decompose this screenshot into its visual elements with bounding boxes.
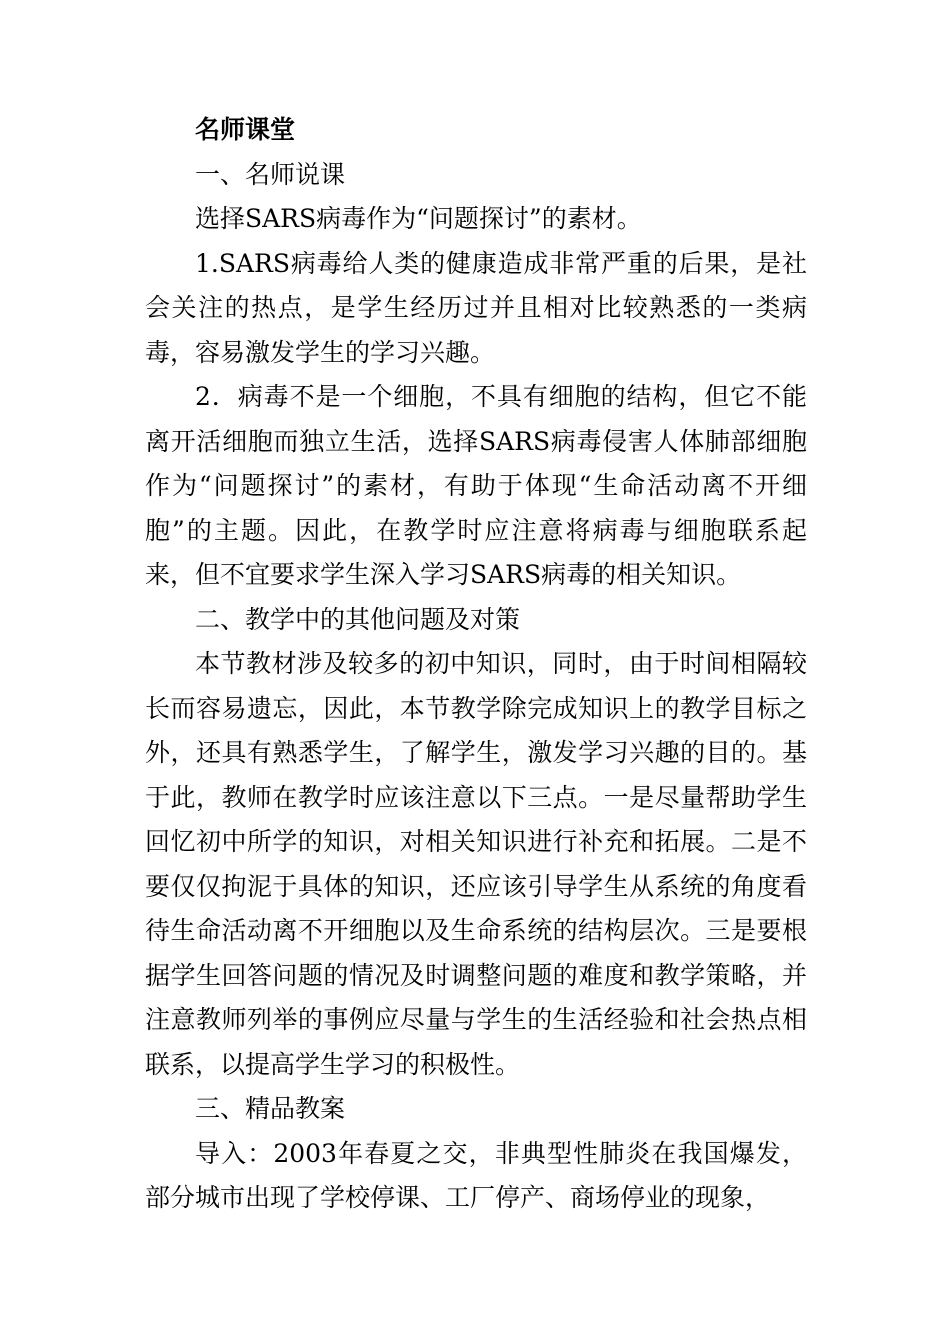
paragraph-intro: 选择SARS病毒作为“问题探讨”的素材。 (195, 204, 642, 233)
paragraph-point-1: 1.SARS病毒给人类的健康造成非常严重的后果，是社会关注的热点，是学生经历过并且相对比较熟悉的一类病毒，容易激发学生的学习兴趣。 (145, 248, 807, 367)
section-heading-lesson-plan: 三、精品教案 (195, 1094, 346, 1123)
paragraph-strategies: 本节教材涉及较多的初中知识，同时，由于时间相隔较长而容易遗忘，因此，本节教学除完成知识上的教学目标之外，还具有熟悉学生，了解学生，激发学习兴趣的目的。基于此，教师在教学时应该注意以下三点。一是尽量帮助学生回忆初中所学的知识，对相关知识进行补充和拓展。二是不要仅仅拘泥于具体的知识，还应该引导学生从系统的角度看待生命活动离不开细胞以及生命系统的结构层次。三是要根据学生回答问题的情况及时调整问题的难度和教学策略，并注意教师列举的事例应尽量与学生的生活经验和社会热点相联系，以提高学生学习的积极性。 (145, 649, 807, 1079)
section-heading-problems: 二、教学中的其他问题及对策 (195, 604, 521, 634)
document-title: 名师课堂 (195, 115, 296, 144)
document-page (145, 108, 807, 1221)
paragraph-point-2: 2．病毒不是一个细胞，不具有细胞的结构，但它不能离开活细胞而独立生活，选择SARS病毒侵害人体肺部细胞作为“问题探讨”的素材，有助于体现“生命活动离不开细胞”的主题。因此，在教学时应注意将病毒与细胞联系起来，但不宜要求学生深入学习SARS病毒的相关知识。 (145, 382, 807, 589)
section-heading-lecture: 一、名师说课 (195, 159, 346, 189)
paragraph-lead-in: 导入：2003年春夏之交，非典型性肺炎在我国爆发，部分城市出现了学校停课、工厂停产、商场停业的现象， (145, 1138, 807, 1212)
